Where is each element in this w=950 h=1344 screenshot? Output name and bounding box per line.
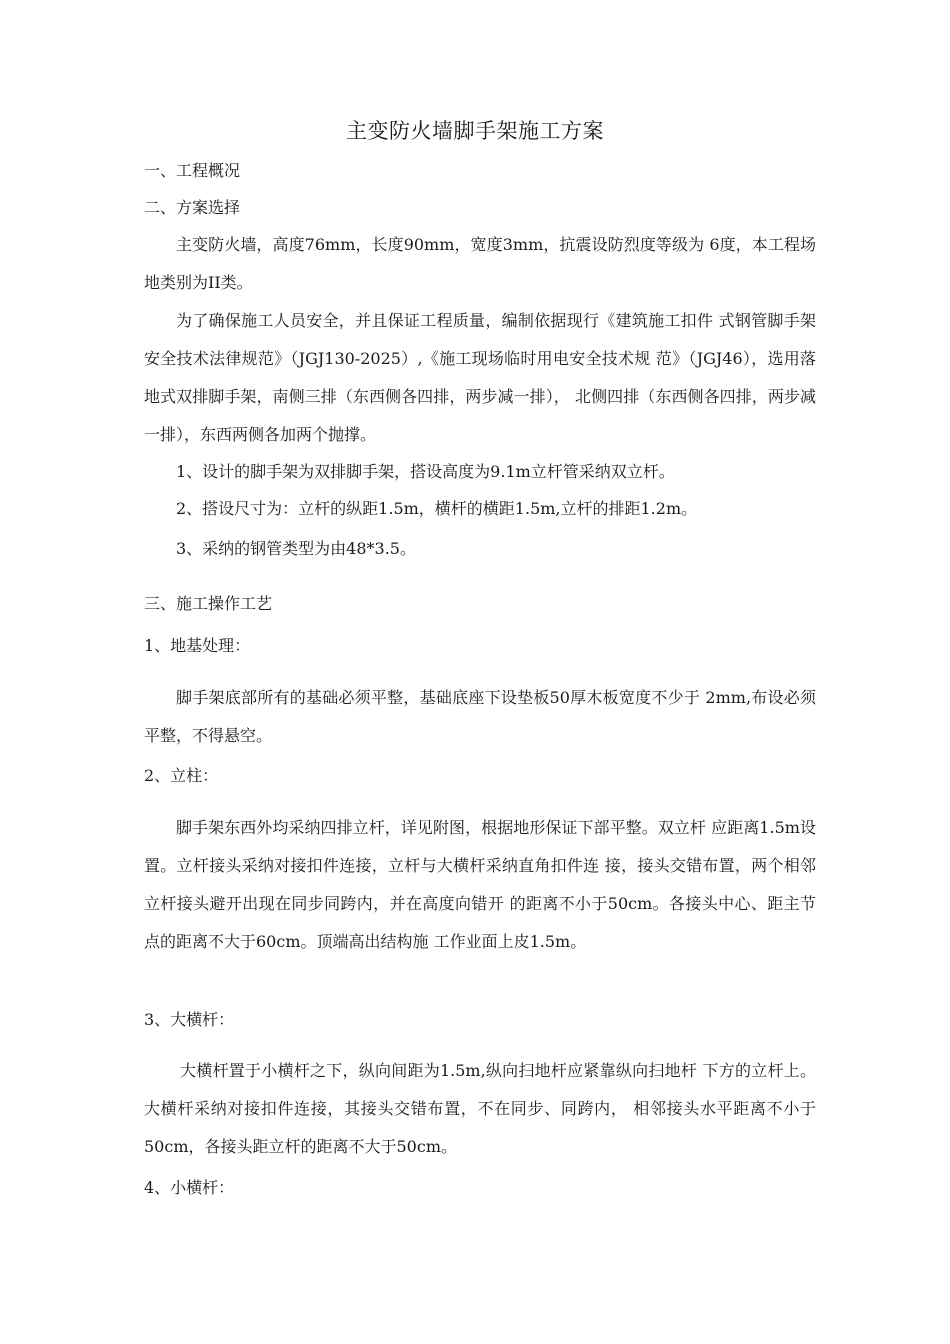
subheading-columns: 2、立柱：: [144, 766, 219, 785]
paragraph-wall-specs: 主变防火墙，高度76mm，长度90mm，宽度3mm，抗震设防烈度等级为 6度，本工程场地类别为II类。: [144, 235, 816, 292]
paragraph-columns: 脚手架东西外均采纳四排立杆，详见附图，根据地形保证下部平整。双立杆 应距离1.5m设置。立杆接头采纳对接扣件连接，立杆与大横杆采纳直角扣件连 接，接头交错布置，两个相邻立杆接头避开出现在同步同跨内，并在高度向错开 的距离不小于50cm。各接头中心、距主节点的距离不大于60cm。顶端高出结构施 工作业面上皮1.5m。: [144, 818, 816, 951]
list-item-1: 1、设计的脚手架为双排脚手架，搭设高度为9.1m立杆管采纳双立杆。: [176, 462, 675, 481]
document-title: 主变防火墙脚手架施工方案: [346, 119, 604, 143]
subheading-transoms: 4、小横杆：: [144, 1178, 235, 1197]
paragraph-basis: 为了确保施工人员安全，并且保证工程质量，编制依据现行《建筑施工扣件 式钢管脚手架安全技术法律规范》（JGJ130-2025）,《施工现场临时用电安全技术规 范》（JGJ46），选用落地式双排脚手架，南侧三排（东西侧各四排，两步减一排）， 北侧四排（东西侧各四排，两步减一排），东西两侧各加两个抛撑。: [144, 311, 816, 444]
paragraph-ledgers: 大横杆置于小横杆之下，纵向间距为1.5m,纵向扫地杆应紧靠纵向扫地杆 下方的立杆上。大横杆采纳对接扣件连接，其接头交错布置，不在同步、同跨内， 相邻接头水平距离不小于50cm，各接头距立杆的距离不大于50cm。: [144, 1061, 816, 1156]
subheading-ledgers: 3、大横杆：: [144, 1010, 235, 1029]
paragraph-foundation: 脚手架底部所有的基础必须平整，基础底座下设垫板50厚木板宽度不少于 2mm,布设必须平整，不得悬空。: [144, 688, 816, 745]
section-heading-process: 三、施工操作工艺: [144, 594, 273, 613]
subheading-foundation: 1、地基处理：: [144, 636, 251, 655]
list-item-3: 3、采纳的钢管类型为由48*3.5。: [176, 539, 416, 558]
list-item-2: 2、搭设尺寸为：立杆的纵距1.5m，横杆的横距1.5m,立杆的排距1.2m。: [176, 499, 698, 518]
section-heading-scheme: 二、方案选择: [144, 198, 241, 217]
section-heading-overview: 一、工程概况: [144, 161, 241, 180]
